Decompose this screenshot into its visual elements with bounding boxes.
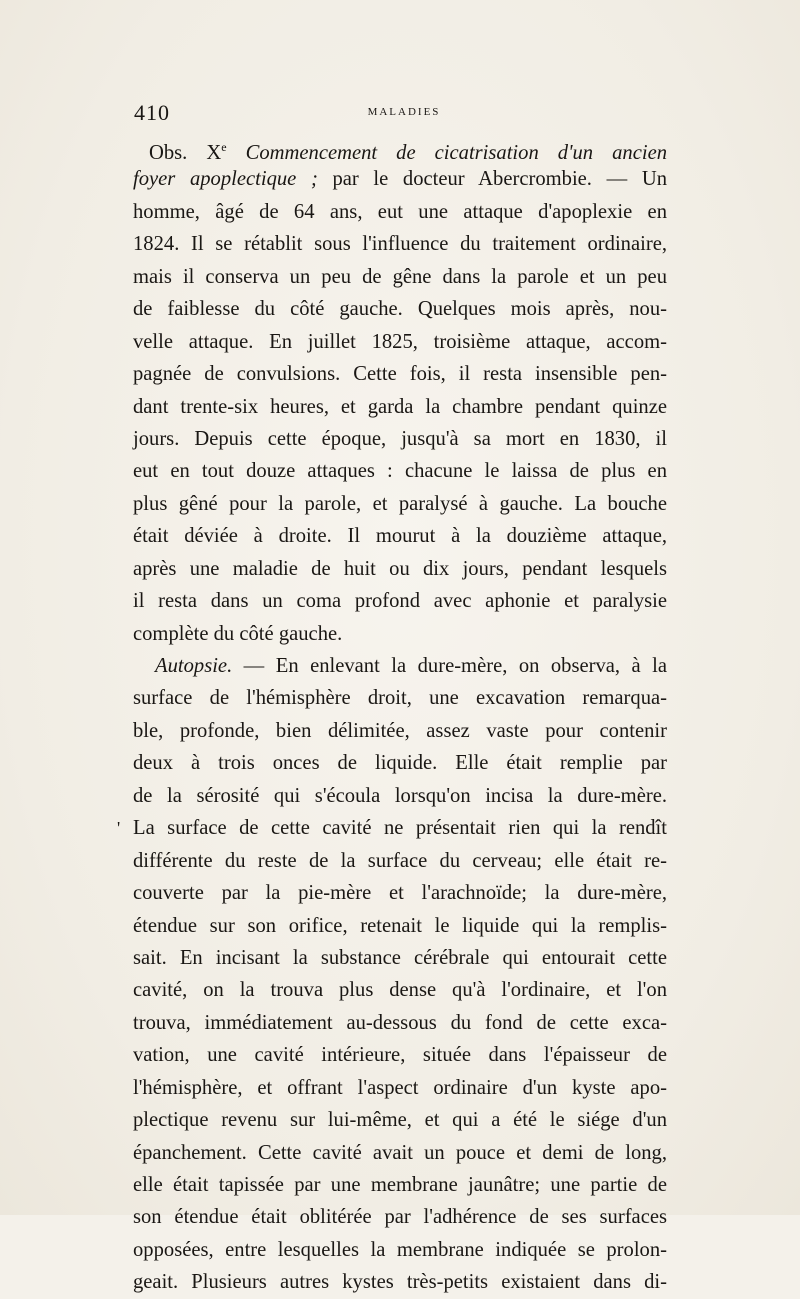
text-line [133,715,667,747]
line-text: était déviée à droite. Il mourut à la douzième attaque, [133,525,667,548]
line-text: de faiblesse du côté gauche. Quelques mois après, nou- [133,298,667,321]
page-header [134,100,674,130]
running-head: MALADIES [367,106,441,118]
text-line [133,585,667,617]
line-text: sait. En incisant la substance cérébrale qui entourait cette [133,946,667,969]
text-line [133,163,667,195]
italic-text: Autopsie. [155,655,233,677]
text-line [133,1039,667,1071]
text-line [133,358,667,390]
superscript: e [221,140,227,154]
line-text: trouva, immédiatement au-dessous du fond de cette exca- [133,1011,667,1034]
line-text: cavité, on la trouva plus dense qu'à l'ordinaire, et l'on [133,979,667,1002]
text-line [133,618,667,650]
text-line [133,974,667,1006]
text-line [117,812,667,844]
line-text: opposées, entre lesquelles la membrane indiquée se prolon- [133,1238,667,1261]
line-text: dant trente-six heures, et garda la chambre pendant quinze [133,395,667,418]
line-text: plectique revenu sur lui-même, et qui a été le siége d'un [133,1109,667,1132]
text-line [133,682,667,714]
text-line [133,293,667,325]
text-line [133,942,667,974]
line-text: Obs. X [149,141,222,164]
line-text: La surface de cette cavité ne présentait rien qui la rendît [133,817,667,840]
text-line [133,1104,667,1136]
line-text: vation, une cavité intérieure, située dans l'épaisseur de [133,1044,667,1067]
text-line [133,326,667,358]
line-text: deux à trois onces de liquide. Elle était remplie par [133,752,667,775]
line-text: par le docteur Abercrombie. — Un [317,168,667,191]
margin-mark: ' [117,818,121,839]
line-text: homme, âgé de 64 ans, eut une attaque d'apoplexie en [133,200,667,223]
line-text: son étendue était oblitérée par l'adhérence de ses surfaces [133,1206,667,1229]
text-line [133,1169,667,1201]
text-line [133,455,667,487]
line-text: couverte par la pie-mère et l'arachnoïde; la dure-mère, [133,882,667,905]
line-text: étendue sur son orifice, retenait le liquide qui la remplis- [133,914,667,937]
text-line [133,1234,667,1266]
line-text: épanchement. Cette cavité avait un pouce et demi de long, [133,1141,667,1164]
text-line [133,131,667,163]
text-line [133,780,667,812]
line-text: 1824. Il se rétablit sous l'influence du traitement ordinaire, [133,233,667,256]
text-line [133,1266,667,1298]
text-line [133,391,667,423]
text-line [133,877,667,909]
text-line [133,196,667,228]
line-text: l'hémisphère, et offrant l'aspect ordinaire d'un kyste apo- [133,1076,667,1099]
text-line [133,553,667,585]
line-text: elle était tapissée par une membrane jaunâtre; une partie de [133,1174,667,1196]
text-line [133,1007,667,1039]
line-text: surface de l'hémisphère droit, une excavation remarqua- [133,687,667,710]
line-text: geait. Plusieurs autres kystes très-petits existaient dans di- [133,1271,667,1294]
line-text: velle attaque. En juillet 1825, troisième attaque, accom- [133,330,667,353]
text-line [133,228,667,260]
line-text: différente du reste de la surface du cerveau; elle était re- [133,849,667,872]
text-line [133,1137,667,1169]
text-line [133,1072,667,1104]
text-line [133,488,667,520]
text-line [133,520,667,552]
line-text: de la sérosité qui s'écoula lorsqu'on incisa la dure-mère. [133,784,667,807]
line-text: complète du côté gauche. [133,622,343,645]
text-line [133,650,667,682]
text-line [133,261,667,293]
italic-text: Commencement de cicatrisation d'un ancien [226,141,668,164]
text-line [133,1201,667,1233]
line-text: ble, profonde, bien délimitée, assez vaste pour contenir [133,719,667,742]
line-text: plus gêné pour la parole, et paralysé à gauche. La bouche [133,492,667,515]
text-line [133,423,667,455]
line-text: jours. Depuis cette époque, jusqu'à sa mort en 1830, il [133,427,667,450]
italic-text: foyer apoplectique ; [133,168,318,191]
line-text: pagnée de convulsions. Cette fois, il resta insensible pen- [133,363,667,386]
line-text: après une maladie de huit ou dix jours, pendant lesquels [133,557,667,580]
line-text: eut en tout douze attaques : chacune le laissa de plus en [133,460,667,483]
text-line [133,747,667,779]
line-text: mais il conserva un peu de gêne dans la parole et un peu [133,265,667,288]
text-line [133,910,667,942]
page-number: 410 [134,100,170,125]
line-text: — En enlevant la dure-mère, on observa, à la [232,655,667,677]
text-line [133,845,667,877]
body-text [117,131,668,1299]
line-text: il resta dans un coma profond avec aphonie et paralysie [133,590,667,613]
